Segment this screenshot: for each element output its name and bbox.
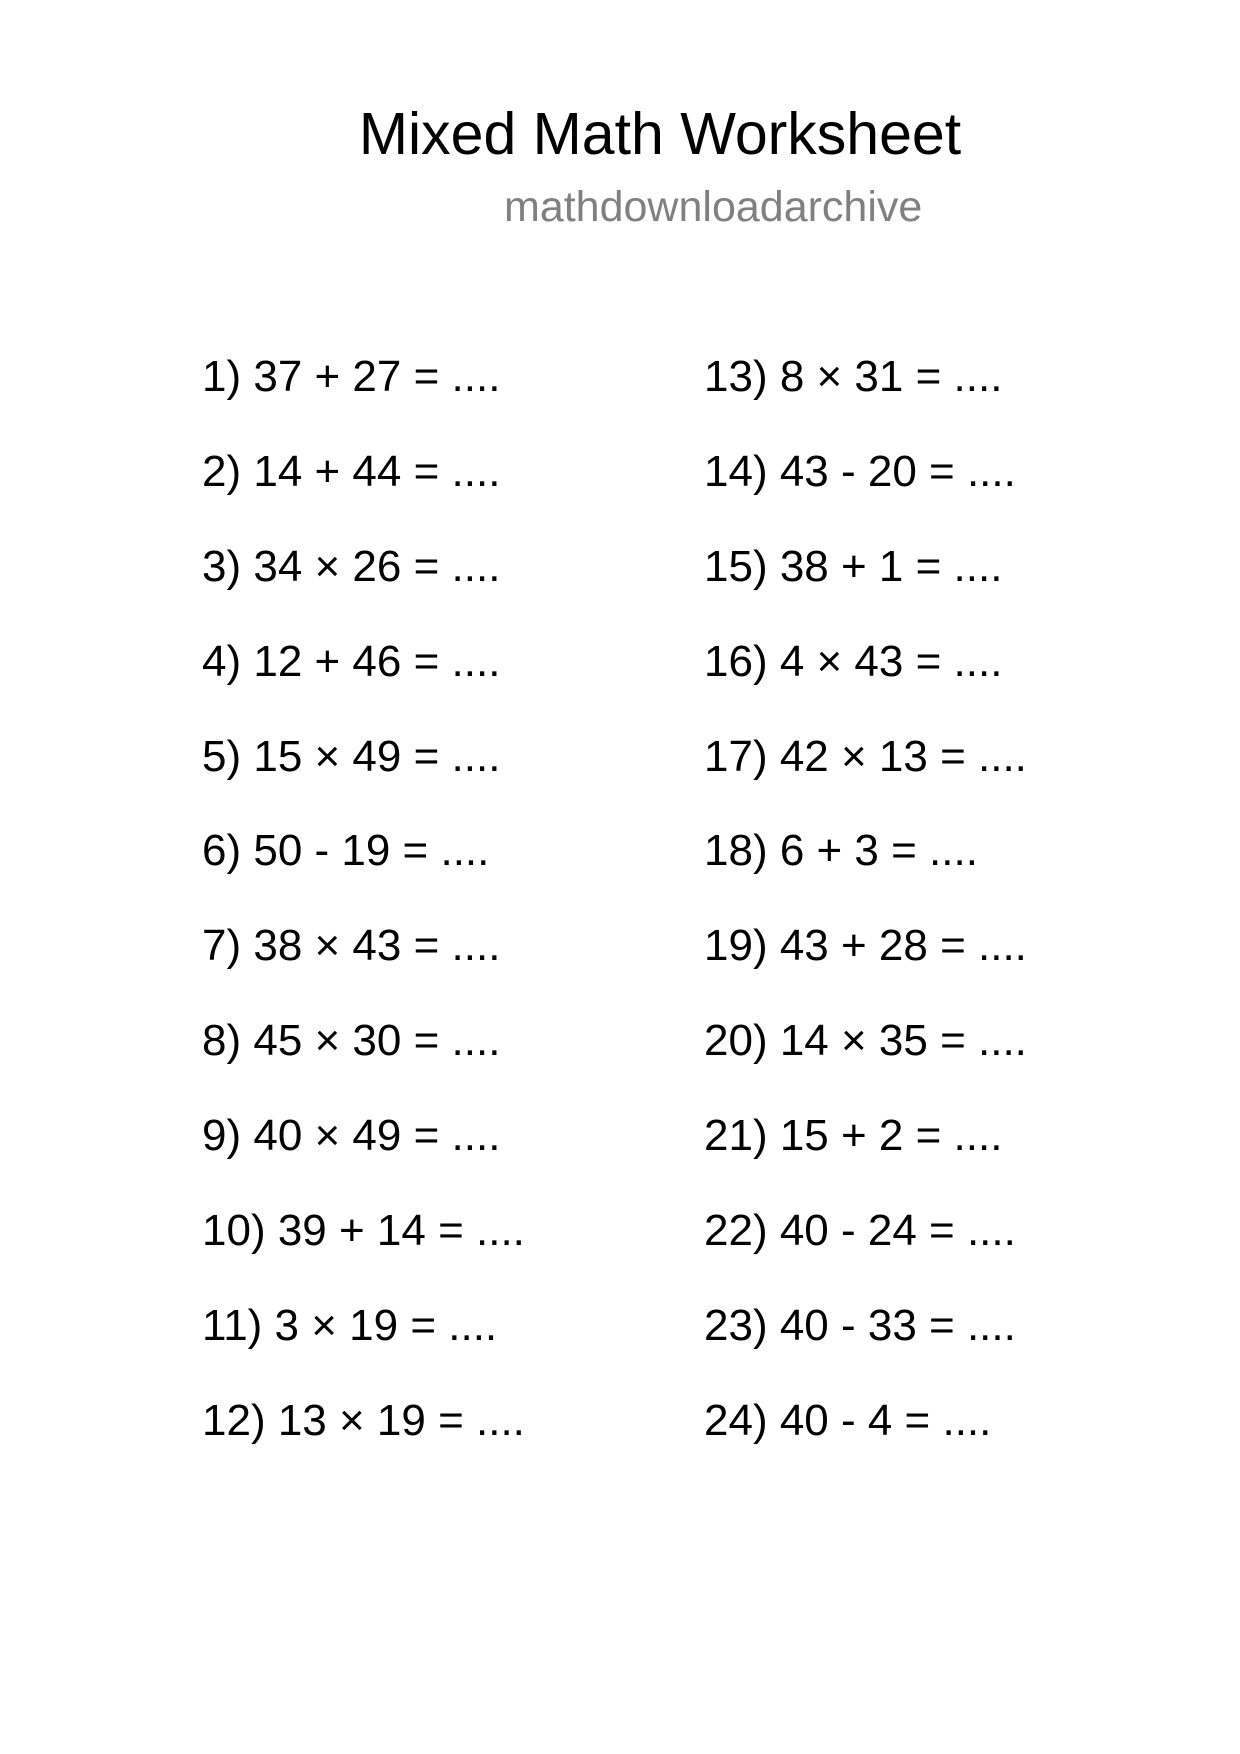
problem-17: 17) 42 × 13 = .... bbox=[704, 731, 1027, 781]
problem-15: 15) 38 + 1 = .... bbox=[704, 541, 1003, 591]
problem-14: 14) 43 - 20 = .... bbox=[704, 446, 1016, 496]
worksheet-subtitle: mathdownloadarchive bbox=[504, 183, 923, 231]
problem-16: 16) 4 × 43 = .... bbox=[704, 636, 1003, 686]
problem-10: 10) 39 + 14 = .... bbox=[202, 1206, 525, 1256]
problem-19: 19) 43 + 28 = .... bbox=[704, 921, 1027, 971]
problem-18: 18) 6 + 3 = .... bbox=[704, 826, 978, 876]
problem-8: 8) 45 × 30 = .... bbox=[202, 1016, 501, 1066]
problem-2: 2) 14 + 44 = .... bbox=[202, 446, 501, 496]
problem-21: 21) 15 + 2 = .... bbox=[704, 1111, 1003, 1161]
problem-7: 7) 38 × 43 = .... bbox=[202, 921, 501, 971]
problem-22: 22) 40 - 24 = .... bbox=[704, 1206, 1016, 1256]
problem-20: 20) 14 × 35 = .... bbox=[704, 1016, 1027, 1066]
problem-13: 13) 8 × 31 = .... bbox=[704, 352, 1003, 401]
worksheet-title: Mixed Math Worksheet bbox=[358, 101, 962, 167]
problem-1: 1) 37 + 27 = .... bbox=[202, 352, 501, 401]
problem-3: 3) 34 × 26 = .... bbox=[202, 541, 501, 591]
problem-9: 9) 40 × 49 = .... bbox=[202, 1111, 501, 1161]
problem-column-left bbox=[202, 352, 525, 1491]
problem-11: 11) 3 × 19 = .... bbox=[202, 1300, 498, 1350]
problem-12: 12) 13 × 19 = .... bbox=[202, 1395, 525, 1445]
problem-column-right bbox=[704, 352, 1027, 1491]
problem-4: 4) 12 + 46 = .... bbox=[202, 636, 501, 686]
problem-23: 23) 40 - 33 = .... bbox=[704, 1300, 1016, 1350]
problem-24: 24) 40 - 4 = .... bbox=[704, 1395, 992, 1445]
problem-5: 5) 15 × 49 = .... bbox=[202, 731, 501, 781]
problem-6: 6) 50 - 19 = .... bbox=[202, 826, 490, 876]
